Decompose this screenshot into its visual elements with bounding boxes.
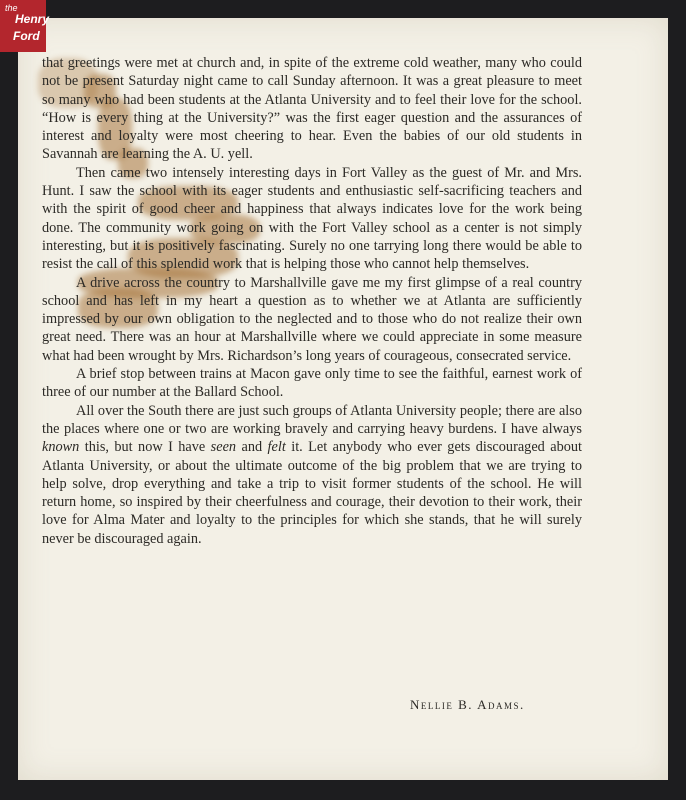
letter-body [42, 54, 582, 548]
text-run: this, but now I have [79, 439, 211, 456]
paragraph [42, 402, 582, 548]
emphasis-seen: seen [210, 439, 237, 456]
paragraph: A brief stop between trains at Macon gave only time to see the faithful, earnest work of three of our number at the Ballard School. [42, 366, 582, 401]
letter-page [18, 18, 668, 780]
text-run: it. Let anybody who ever gets discouraged about Atlanta University, or about the ultimate outcome of the big problem that we are trying to help solve, drop everything and take a trip to visit former students of the school. He will return home, so inspired by their cheerfulness and courage, their devotion to their work, their love for Alma Mater and loyalty to the principles for which she stands, that he will surely never be discouraged again. [42, 439, 582, 547]
signature: Nellie B. Adams. [410, 697, 525, 712]
emphasis-known: known [42, 439, 80, 456]
paragraph: A drive across the country to Marshallville gave me my first glimpse of a real country school and has left in my heart a question as to whether we at Atlanta are sufficiently impressed by our own obligation to the neglected and to those who do not realize their own great need. There was an hour at Marshallville where we could appreciate in some measure what had been wrought by Mrs. Richardson’s long years of courageous, consecrated service. [42, 274, 582, 364]
text-run: All over the South there are just such groups of Atlanta University people; there are also the places where one or two are working bravely and carrying heavy burdens. I have always [42, 402, 582, 437]
logo-ford: Ford [13, 29, 40, 43]
paragraph: Then came two intensely interesting days in Fort Valley as the guest of Mr. and Mrs. Hunt. I saw the school with its eager students and enthusiastic self-sacrificing teachers and with the spirit of good cheer and happiness that always indicates love for the work being done. The community work going on with the Fort Valley school as a center is not simply interesting, but it is positively fascinating. Surely no one tarrying long there would be able to resist the call of this splendid work that is helping those who cannot help themselves. [42, 164, 582, 273]
logo-henry: Henry [15, 12, 50, 26]
logo-the: the [5, 3, 18, 13]
text-run: and [236, 439, 268, 456]
paragraph: that greetings were met at church and, in spite of the extreme cold weather, many who could not be present Saturday night came to call Sunday afternoon. It was a great pleasure to meet so many who had been students at the Atlanta University and to feel their love for the school. “How is every thing at the University?” was the first eager question and the assurances of interest and loyalty were most cheering to hear. Even the babies of our old students in Savannah are learning the A. U. yell. [42, 55, 582, 163]
henry-ford-logo [0, 0, 50, 52]
emphasis-felt: felt [267, 439, 286, 456]
